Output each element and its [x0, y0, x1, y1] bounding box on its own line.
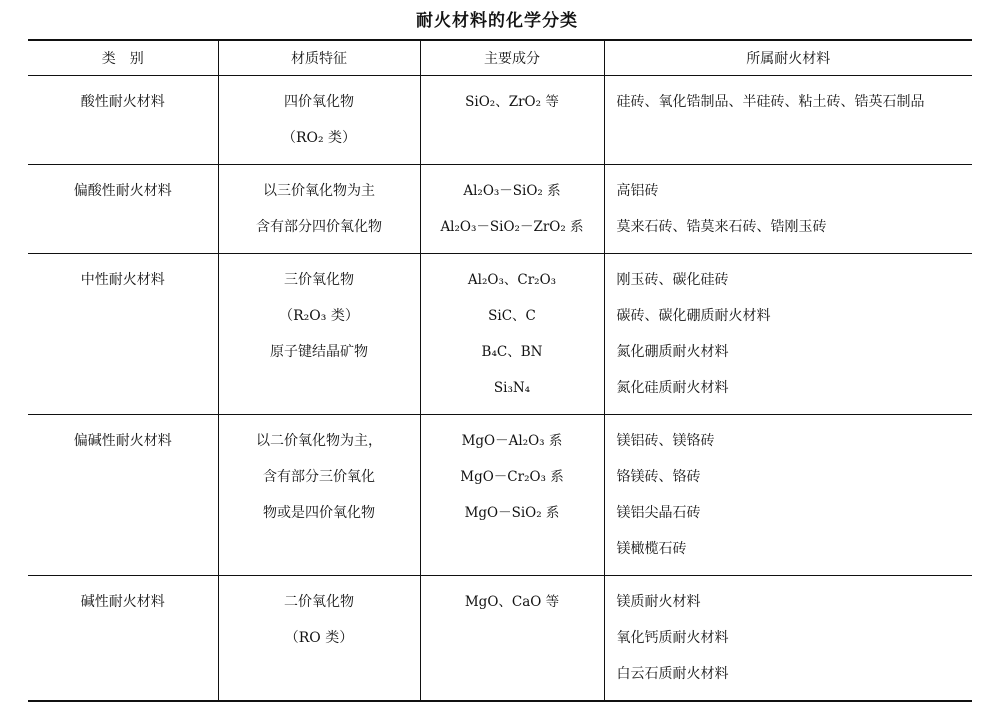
table-title: 耐火材料的化学分类 [416, 11, 578, 31]
material-line: 刚玉砖、碳化硅砖 [616, 272, 729, 288]
category-label: 偏碱性耐火材料 [73, 433, 172, 449]
table-row [28, 76, 972, 165]
category-cell [28, 76, 218, 165]
composition-cell [420, 254, 604, 415]
composition-line: Al₂O₃－SiO₂－ZrO₂ 系 [440, 219, 584, 235]
table-row [28, 254, 972, 415]
composition-line: Al₂O₃－SiO₂ 系 [463, 183, 561, 199]
table-row [28, 415, 972, 576]
feature-line: 四价氧化物 [284, 94, 354, 110]
feature-line: （RO₂ 类） [281, 130, 357, 146]
feature-line: 物或是四价氧化物 [263, 505, 375, 521]
material-line: 氮化硅质耐火材料 [616, 380, 729, 396]
composition-line: Al₂O₃、Cr₂O₃ [467, 272, 557, 288]
table-body [28, 76, 972, 702]
category-label: 偏酸性耐火材料 [73, 183, 172, 199]
table-row [28, 165, 972, 254]
features-cell [218, 76, 420, 165]
feature-line: 含有部分三价氧化 [263, 469, 375, 485]
composition-line: MgO－Al₂O₃ 系 [461, 433, 563, 449]
classification-table [28, 39, 972, 702]
classification-table-container [28, 39, 972, 702]
feature-line: 以三价氧化物为主 [263, 183, 375, 199]
material-line: 铬镁砖、铬砖 [616, 469, 701, 485]
composition-cell [420, 576, 604, 702]
materials-cell [604, 254, 972, 415]
material-line: 镁橄榄石砖 [616, 541, 687, 557]
table-header [28, 40, 972, 76]
table-row [28, 576, 972, 702]
feature-line: 原子键结晶矿物 [270, 344, 368, 360]
header-materials: 所属耐火材料 [604, 40, 972, 76]
materials-cell [604, 576, 972, 702]
material-line: 高铝砖 [616, 183, 659, 199]
features-cell [218, 165, 420, 254]
features-cell [218, 415, 420, 576]
feature-line: 三价氧化物 [284, 272, 354, 288]
material-line: 镁铝尖晶石砖 [616, 505, 701, 521]
header-category: 类 别 [101, 51, 144, 67]
materials-cell [604, 415, 972, 576]
material-line: 镁铝砖、镁铬砖 [616, 433, 715, 449]
composition-line: MgO－Cr₂O₃ 系 [460, 469, 564, 485]
materials-cell [604, 165, 972, 254]
category-cell [28, 254, 218, 415]
header-features: 材质特征 [218, 40, 420, 76]
materials-cell [604, 76, 972, 165]
composition-line: SiC、C [488, 308, 536, 324]
features-cell [218, 254, 420, 415]
category-cell [28, 576, 218, 702]
material-line: 氧化钙质耐火材料 [616, 630, 729, 646]
composition-line: Si₃N₄ [493, 380, 531, 396]
category-label: 酸性耐火材料 [80, 94, 165, 110]
composition-cell [420, 76, 604, 165]
feature-line: （R₂O₃ 类） [279, 308, 359, 324]
material-line: 白云石质耐火材料 [616, 666, 729, 682]
features-cell [218, 576, 420, 702]
header-row [28, 40, 972, 76]
composition-line: MgO、CaO 等 [464, 594, 560, 610]
composition-line: SiO₂、ZrO₂ 等 [465, 94, 559, 110]
material-line: 镁质耐火材料 [616, 594, 701, 610]
material-line: 碳砖、碳化硼质耐火材料 [616, 308, 771, 324]
category-cell [28, 165, 218, 254]
category-label: 中性耐火材料 [80, 272, 165, 288]
material-line: 硅砖、氧化锆制品、半硅砖、粘土砖、锆英石制品 [616, 94, 925, 110]
category-cell [28, 415, 218, 576]
composition-cell [420, 415, 604, 576]
feature-line: （RO 类） [284, 630, 354, 646]
category-label: 碱性耐火材料 [80, 594, 165, 610]
header-composition: 主要成分 [420, 40, 604, 76]
composition-line: MgO－SiO₂ 系 [464, 505, 560, 521]
feature-line: 含有部分四价氧化物 [256, 219, 382, 235]
material-line: 莫来石砖、锆莫来石砖、锆刚玉砖 [616, 219, 827, 235]
composition-line: B₄C、BN [481, 344, 543, 360]
composition-cell [420, 165, 604, 254]
material-line: 氮化硼质耐火材料 [616, 344, 729, 360]
feature-line: 以二价氧化物为主， [256, 433, 382, 449]
feature-line: 二价氧化物 [284, 594, 354, 610]
